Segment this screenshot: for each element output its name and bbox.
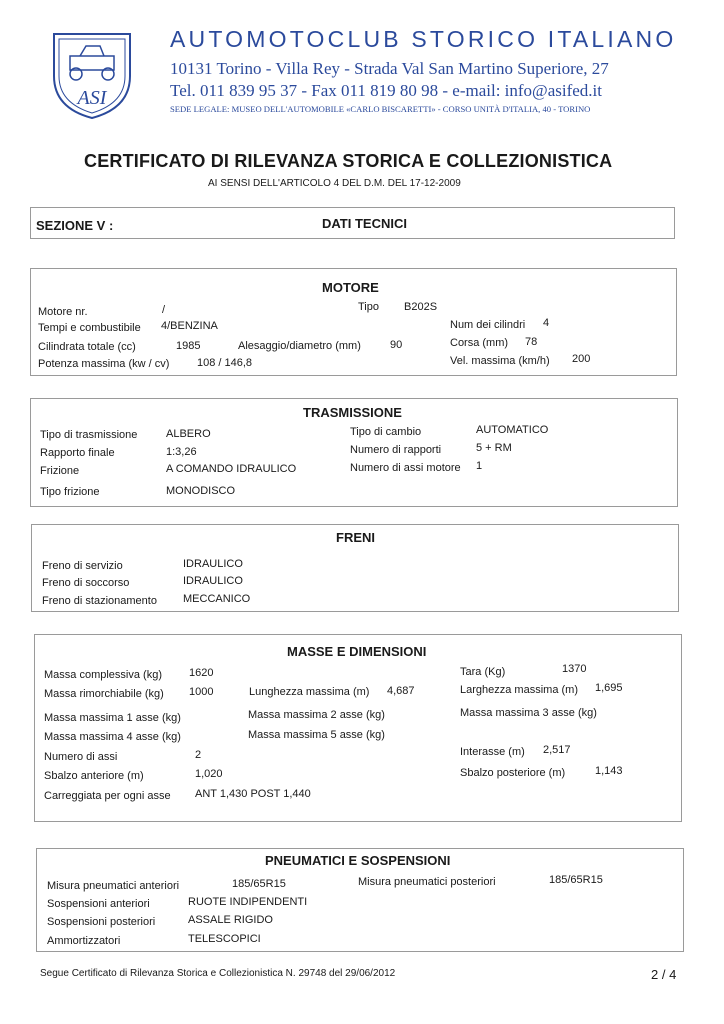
sbalzo-ant-label: Sbalzo anteriore (m) bbox=[44, 770, 144, 782]
carreggiata-label: Carreggiata per ogni asse bbox=[44, 790, 171, 802]
tipo-cambio-label: Tipo di cambio bbox=[350, 426, 422, 438]
org-contact: Tel. 011 839 95 37 - Fax 011 819 80 98 - e-mail: info@asifed.it bbox=[170, 81, 602, 100]
pneu-post-label: Misura pneumatici posteriori bbox=[358, 876, 496, 888]
larghezza-value: 1,695 bbox=[595, 682, 623, 694]
assi-motore-value: 1 bbox=[476, 460, 483, 472]
lunghezza-value: 4,687 bbox=[387, 685, 415, 697]
motore-nr-label: Motore nr. bbox=[38, 306, 88, 318]
potenza-label: Potenza massima (kw / cv) bbox=[38, 358, 170, 370]
alesaggio-value: 90 bbox=[390, 339, 403, 351]
larghezza-label: Larghezza massima (m) bbox=[460, 684, 578, 696]
frizione-value: A COMANDO IDRAULICO bbox=[166, 463, 297, 475]
num-rapporti-label: Numero di rapporti bbox=[350, 444, 442, 456]
pneu-post-value: 185/65R15 bbox=[549, 874, 603, 886]
asse2-label: Massa massima 2 asse (kg) bbox=[248, 709, 385, 721]
soccorso-label: Freno di soccorso bbox=[42, 577, 130, 589]
ammort-value: TELESCOPICI bbox=[188, 933, 261, 945]
tempi-value: 4/BENZINA bbox=[161, 320, 218, 332]
servizio-label: Freno di servizio bbox=[42, 560, 123, 572]
tipo-trasm-label: Tipo di trasmissione bbox=[40, 429, 138, 441]
asse3-label: Massa massima 3 asse (kg) bbox=[460, 707, 597, 719]
corsa-value: 78 bbox=[525, 336, 538, 348]
asse5-label: Massa massima 5 asse (kg) bbox=[248, 729, 385, 741]
carreggiata-value: ANT 1,430 POST 1,440 bbox=[195, 788, 311, 800]
cilindrata-value: 1985 bbox=[176, 340, 201, 352]
complessiva-value: 1620 bbox=[189, 667, 214, 679]
cilindri-value: 4 bbox=[543, 317, 550, 329]
motore-nr-value: / bbox=[162, 304, 166, 316]
org-legal: SEDE LEGALE: MUSEO DELL'AUTOMOBILE «CARLO BISCARETTI» - CORSO UNITÀ D'ITALIA, 40 - TORINO bbox=[170, 104, 591, 114]
sbalzo-post-label: Sbalzo posteriore (m) bbox=[460, 767, 566, 779]
assi-motore-label: Numero di assi motore bbox=[350, 462, 461, 474]
complessiva-label: Massa complessiva (kg) bbox=[44, 669, 162, 681]
pneumatici-title: PNEUMATICI E SOSPENSIONI bbox=[265, 853, 451, 868]
freni-title: FRENI bbox=[336, 530, 375, 545]
tipo-value: B202S bbox=[404, 301, 438, 313]
sbalzo-ant-value: 1,020 bbox=[195, 768, 223, 780]
tipo-frizione-value: MONODISCO bbox=[166, 485, 236, 497]
rapporto-label: Rapporto finale bbox=[40, 447, 115, 459]
cilindri-label: Num dei cilindri bbox=[450, 319, 526, 331]
velmax-value: 200 bbox=[572, 353, 591, 365]
sosp-ant-label: Sospensioni anteriori bbox=[47, 898, 150, 910]
section-title: DATI TECNICI bbox=[322, 216, 407, 231]
rapporto-value: 1:3,26 bbox=[166, 446, 197, 458]
org-address: 10131 Torino - Villa Rey - Strada Val San Martino Superiore, 27 bbox=[170, 59, 609, 78]
certificate-subtitle: AI SENSI DELL'ARTICOLO 4 DEL D.M. DEL 17-12-2009 bbox=[208, 178, 461, 189]
rimorchiabile-label: Massa rimorchiabile (kg) bbox=[44, 688, 164, 700]
asse4-label: Massa massima 4 asse (kg) bbox=[44, 731, 181, 743]
corsa-label: Corsa (mm) bbox=[450, 337, 509, 349]
stazionamento-label: Freno di stazionamento bbox=[42, 595, 157, 607]
page-number: 2 / 4 bbox=[651, 967, 677, 982]
lunghezza-label: Lunghezza massima (m) bbox=[249, 686, 370, 698]
logo-text: ASI bbox=[77, 87, 107, 109]
interasse-value: 2,517 bbox=[543, 744, 571, 756]
footer-note: Segue Certificato di Rilevanza Storica e Collezionistica N. 29748 del 29/06/2012 bbox=[40, 968, 396, 979]
num-assi-label: Numero di assi bbox=[44, 751, 118, 763]
servizio-value: IDRAULICO bbox=[183, 558, 243, 570]
masse-title: MASSE E DIMENSIONI bbox=[287, 644, 427, 659]
tipo-trasm-value: ALBERO bbox=[166, 428, 211, 440]
tempi-label: Tempi e combustibile bbox=[38, 322, 141, 334]
asse1-label: Massa massima 1 asse (kg) bbox=[44, 712, 181, 724]
trasmissione-title: TRASMISSIONE bbox=[303, 405, 402, 420]
section-label: SEZIONE V : bbox=[36, 218, 114, 233]
cilindrata-label: Cilindrata totale (cc) bbox=[38, 341, 136, 353]
asi-logo bbox=[48, 28, 136, 120]
num-rapporti-value: 5 + RM bbox=[476, 442, 512, 454]
ammort-label: Ammortizzatori bbox=[47, 935, 121, 947]
tipo-frizione-label: Tipo frizione bbox=[40, 486, 100, 498]
alesaggio-label: Alesaggio/diametro (mm) bbox=[238, 340, 361, 352]
pneu-ant-value: 185/65R15 bbox=[232, 878, 286, 890]
sosp-post-label: Sospensioni posteriori bbox=[47, 916, 156, 928]
certificate-title: CERTIFICATO DI RILEVANZA STORICA E COLLEZIONISTICA bbox=[84, 151, 613, 171]
sosp-post-value: ASSALE RIGIDO bbox=[188, 914, 273, 926]
tara-label: Tara (Kg) bbox=[460, 666, 506, 678]
pneu-ant-label: Misura pneumatici anteriori bbox=[47, 880, 180, 892]
interasse-label: Interasse (m) bbox=[460, 746, 525, 758]
num-assi-value: 2 bbox=[195, 749, 202, 761]
tipo-label: Tipo bbox=[358, 301, 379, 313]
potenza-value: 108 / 146,8 bbox=[197, 357, 253, 369]
sosp-ant-value: RUOTE INDIPENDENTI bbox=[188, 896, 308, 908]
stazionamento-value: MECCANICO bbox=[183, 593, 251, 605]
rimorchiabile-value: 1000 bbox=[189, 686, 214, 698]
motore-title: MOTORE bbox=[322, 280, 379, 295]
frizione-label: Frizione bbox=[40, 465, 80, 477]
tipo-cambio-value: AUTOMATICO bbox=[476, 424, 549, 436]
tara-value: 1370 bbox=[562, 663, 587, 675]
soccorso-value: IDRAULICO bbox=[183, 575, 243, 587]
org-name: AUTOMOTOCLUB STORICO ITALIANO bbox=[170, 26, 677, 52]
sbalzo-post-value: 1,143 bbox=[595, 765, 623, 777]
velmax-label: Vel. massima (km/h) bbox=[450, 355, 550, 367]
